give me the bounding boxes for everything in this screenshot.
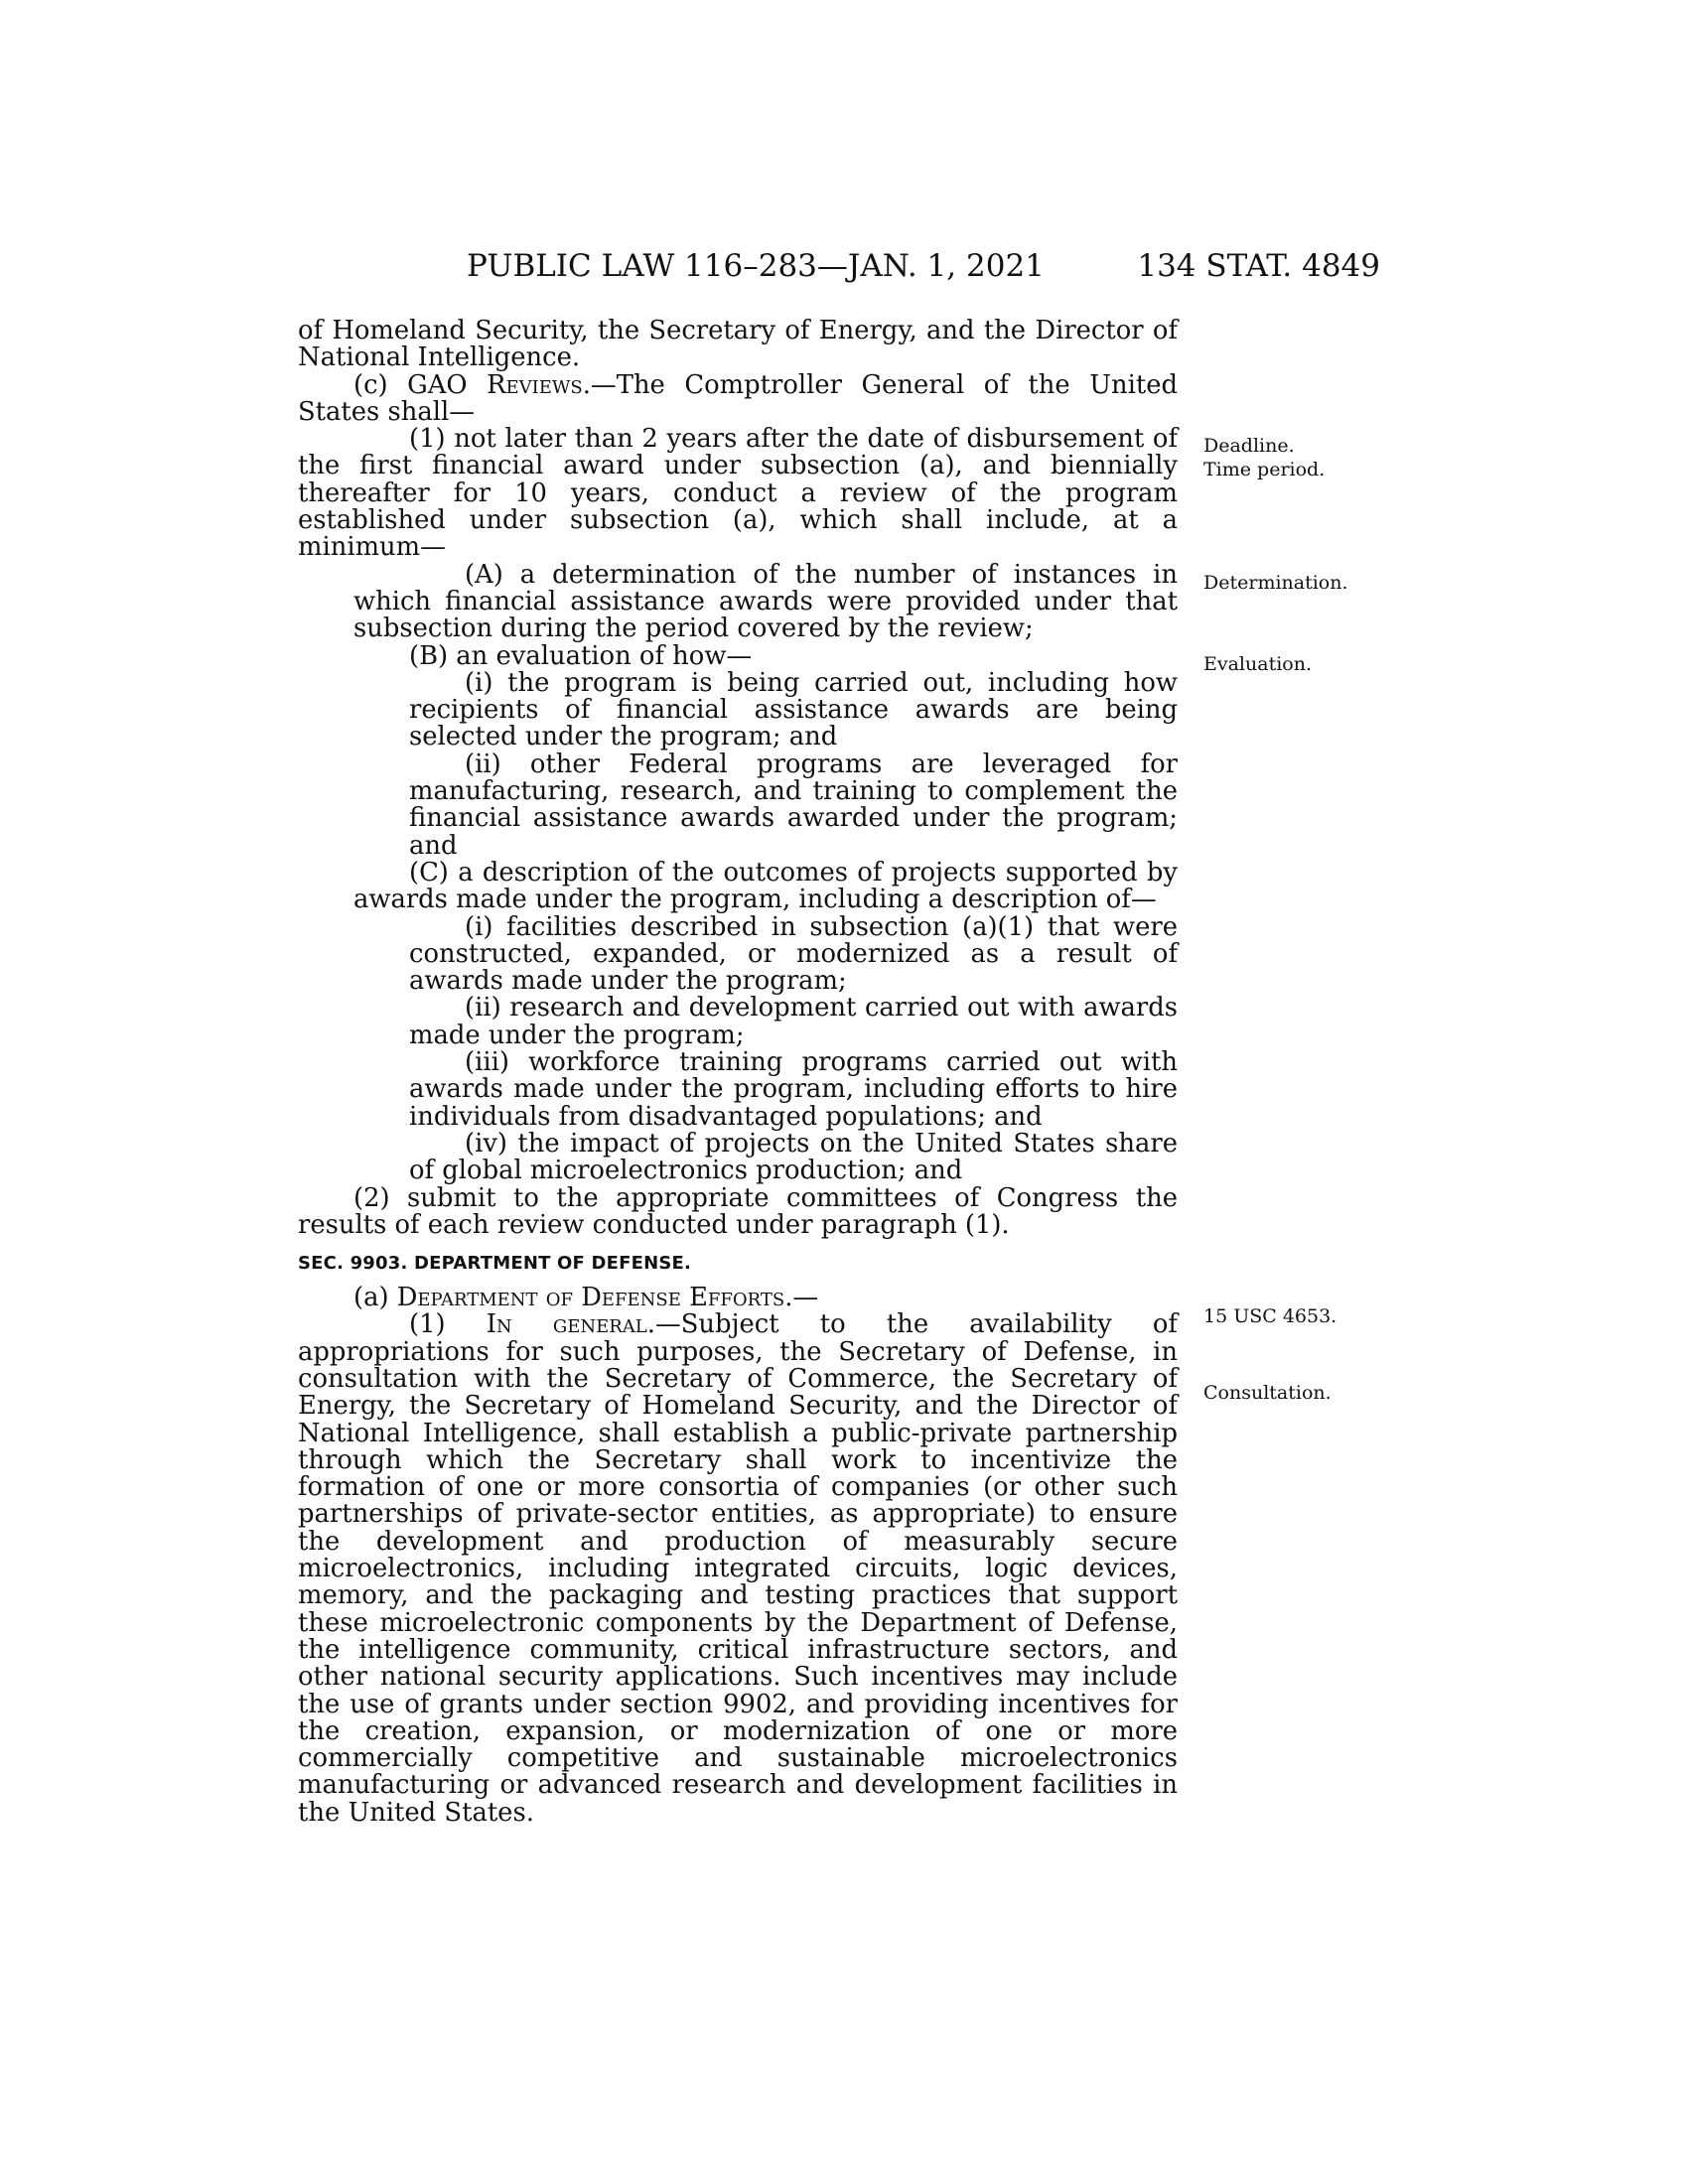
subsection-a-heading: Department of Defense Efforts — [396, 1283, 785, 1313]
subsection-a-text: .— — [784, 1283, 819, 1313]
clause-c-i: (i) facilities described in subsection (a)(1) that were constructed, expanded, or modernized as a result of awards made under the program; — [409, 911, 1178, 997]
subsection-c-label: (c) — [353, 369, 408, 400]
clause-b-ii: (ii) other Federal programs are leveraged for manufacturing, research, and training to complement the financial assistance awards awarded under the program; and — [409, 749, 1178, 861]
statute-page-number: 134 STAT. 4849 — [1137, 248, 1380, 284]
margin-note-time-period: Time period. — [1203, 459, 1326, 480]
margin-note-determination: Determination. — [1203, 572, 1348, 594]
body-text — [298, 318, 1178, 1827]
continued-paragraph: of Homeland Security, the Secretary of Energy, and the Director of National Intelligence. — [298, 316, 1178, 373]
paragraph-a-1 — [298, 1311, 1178, 1827]
subsection-c — [298, 369, 1178, 427]
public-law-title: PUBLIC LAW 116–283—JAN. 1, 2021 — [467, 248, 1045, 284]
paragraph-2: (2) submit to the appropriate committees of Congress the results of each review conducted under paragraph (1). — [298, 1182, 1178, 1240]
subsection-c-text: .—The Comptroller General of the United States shall— — [298, 369, 1178, 427]
subparagraph-a: (A) a determination of the number of instances in which financial assistance awards were provided under that subsection during the period covered by the review; — [353, 559, 1178, 644]
clause-c-ii: (ii) research and development carried out with awards made under the program; — [409, 993, 1178, 1050]
margin-note-usc-citation: 15 USC 4653. — [1203, 1305, 1337, 1327]
clause-c-iv: (iv) the impact of projects on the United States share of global microelectronics production; and — [409, 1128, 1178, 1186]
paragraph-a-1-heading: In general — [486, 1309, 647, 1340]
clause-b-i: (i) the program is being carried out, including how recipients of financial assistance awards are being selected under the program; and — [409, 667, 1178, 752]
clause-c-iii: (iii) workforce training programs carried out with awards made under the program, including efforts to hire individuals from disadvantaged populations; and — [409, 1047, 1178, 1132]
subsection-a — [298, 1285, 1178, 1311]
margin-note-evaluation: Evaluation. — [1203, 653, 1312, 675]
paragraph-1: (1) not later than 2 years after the date of disbursement of the first financial award under subsection (a), and biennially thereafter for 10 years, conduct a review of the program established under subsection (a), which shall include, at a minimum— — [298, 424, 1178, 563]
subsection-c-heading: GAO Reviews — [407, 369, 583, 400]
margin-note-consultation: Consultation. — [1203, 1382, 1332, 1404]
paragraph-a-1-label: (1) — [409, 1309, 487, 1340]
subparagraph-c: (C) a description of the outcomes of projects supported by awards made under the program, including a description of— — [353, 857, 1178, 915]
margin-note-deadline: Deadline. — [1203, 435, 1295, 457]
section-9903-heading: SEC. 9903. DEPARTMENT OF DEFENSE. — [298, 1253, 692, 1275]
subparagraph-b: (B) an evaluation of how— — [409, 640, 753, 671]
paragraph-a-1-text: .—Subject to the availability of appropriations for such purposes, the Secretary of Defense, in consultation with the Secretary of Commerce, the Secretary of Energy, the Secretary of Homeland Security, and the Director of National Intelligence, shall establish a public-private partnership through which the Secretary shall work to incentivize the formation of one or more consortia of companies (or other such partnerships of private-sector entities, as appropriate) to ensure the development and production of measurably secure microelectronics, including integrated circuits, logic devices, memory, and the packaging and testing practices that support these microelectronic components by the Department of Defense, the intelligence community, critical infrastructure sectors, and other national security applications. Such incentives may include the use of grants under section 9902, and providing incentives for the creation, expansion, or modernization of one or more commercially competitive and sustainable microelectronics manufacturing or advanced research and development facilities in the United States. — [298, 1309, 1178, 1828]
subsection-a-label: (a) — [353, 1283, 397, 1313]
